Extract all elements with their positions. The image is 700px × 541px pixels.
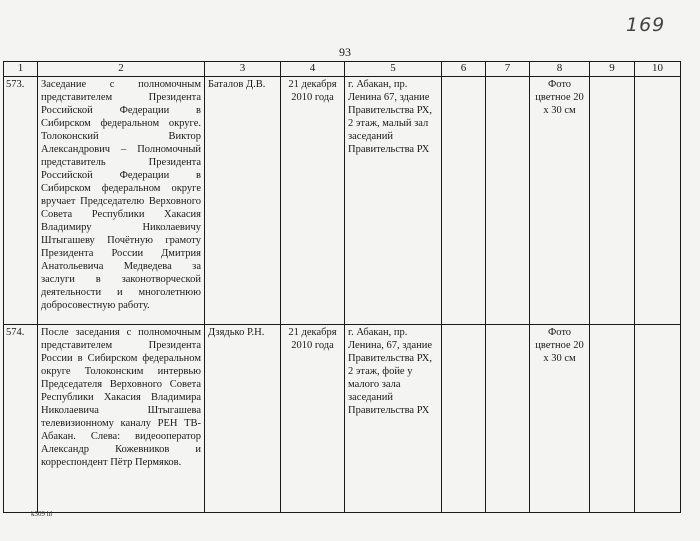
entry-col7 [486,77,530,325]
entry-place: г. Абакан, пр. Ленина, 67, здание Правительства РХ, 2 этаж, фойе у малого зала заседаний Правительства РХ [345,325,442,513]
entry-col10 [635,325,681,513]
entry-format: Фото цветное 20 х 30 см [530,325,590,513]
page-number: 93 [339,45,351,59]
entry-description: Заседание с полномочным представителем Президента Российской Федерации в Сибирском федеральном округе. Толоконский Виктор Александрович – Полномочный представитель Президента Российской Федерации в Сибирском федеральном округе вручает Председателю Верховного Совета Республики Хакасия Владимиру Николаевичу Штыгашеву Почётную грамоту Президента России Дмитрия Анатольевича Медведева за заслуги в законотворческой деятельности и многолетнюю добросовестную работу. [38,77,205,325]
header-cell: 9 [590,62,635,77]
header-cell: 4 [281,62,345,77]
entry-number: 574. [4,325,38,513]
entry-place: г. Абакан, пр. Ленина 67, здание Правительства РХ, 2 этаж, малый зал заседаний Правительства РХ [345,77,442,325]
header-cell: 1 [4,62,38,77]
entry-col6 [442,325,486,513]
entry-date: 21 декабря 2010 года [281,77,345,325]
header-cell: 3 [205,62,281,77]
header-cell: 6 [442,62,486,77]
photo-register-table [3,61,681,513]
footer-code: k309 hl [31,510,53,518]
entry-format: Фото цветное 20 х 30 см [530,77,590,325]
archive-sheet-number: 169 [626,14,666,36]
entry-number: 573. [4,77,38,325]
header-cell: 2 [38,62,205,77]
table-header-row [4,62,681,77]
header-cell: 10 [635,62,681,77]
entry-description: После заседания с полномочным представителем Президента России в Сибирском федеральном округе Толоконским интервью Председателя Верховного Совета Республики Хакасия Владимира Николаевича Штыгашева телевизионному каналу РЕН ТВ-Абакан. Слева: видеооператор Александр Кожевников и корреспондент Пётр Пермяков. [38,325,205,513]
entry-col9 [590,325,635,513]
entry-col6 [442,77,486,325]
entry-col7 [486,325,530,513]
entry-author: Баталов Д.В. [205,77,281,325]
table-row [4,77,681,325]
entry-col9 [590,77,635,325]
header-cell: 7 [486,62,530,77]
entry-date: 21 декабря 2010 года [281,325,345,513]
header-cell: 8 [530,62,590,77]
header-cell: 5 [345,62,442,77]
entry-author: Дзядько Р.Н. [205,325,281,513]
entry-col10 [635,77,681,325]
table-row [4,325,681,513]
